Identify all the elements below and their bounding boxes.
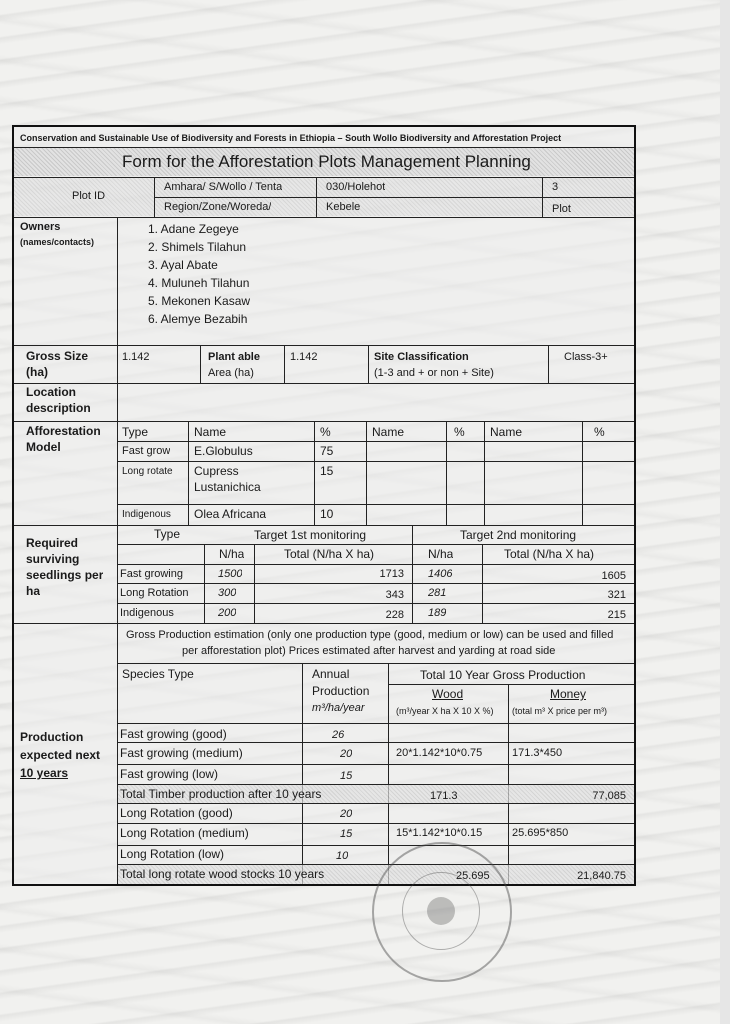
site-class-value: Class-3+ [564, 351, 608, 363]
model-type-long: Long rotate [122, 466, 173, 477]
seedlings-t1-indigenous: 228 [385, 609, 404, 621]
afforestation-model-label: Afforestation [26, 425, 101, 438]
species-type-header: Species Type [122, 668, 194, 681]
model-name-header-2: Name [372, 426, 405, 439]
seedlings-t2-indigenous: 215 [607, 609, 626, 621]
prod-species-long-medium: Long Rotation (medium) [120, 827, 249, 840]
seedlings-type-indigenous: Indigenous [120, 607, 174, 619]
kebele-value: 030/Holehot [326, 181, 386, 193]
site-classification-sub: (1-3 and + or non + Site) [374, 367, 494, 379]
seedlings-n1-long: 300 [218, 587, 237, 599]
seedlings-type-header: Type [154, 528, 181, 541]
prod-wood-long-medium: 15*1.142*10*0.15 [396, 827, 483, 839]
owners-sublabel: (names/contacts) [20, 237, 95, 247]
gross-size-label: Gross Size [26, 350, 89, 363]
prod-annual-long-low: 10 [336, 850, 349, 862]
nha-header-1: N/ha [219, 548, 245, 561]
target-1-header: Target 1st monitoring [254, 529, 367, 542]
wood-header: Wood [432, 688, 464, 701]
prod-money-long-medium: 25.695*850 [512, 827, 569, 839]
annual-header-3: m³/ha/year [312, 702, 365, 714]
seedlings-label-2: surviving [26, 553, 80, 566]
seedlings-n2-fast: 1406 [428, 568, 453, 580]
prod-annual-fast-good: 26 [332, 729, 345, 741]
money-subheader: (total m³ X price per m³) [512, 706, 608, 716]
kebele-label: Kebele [326, 201, 361, 213]
seedlings-t2-fast: 1605 [601, 570, 626, 582]
owner-4: 4. Muluneh Tilahun [148, 276, 250, 290]
annual-header-1: Annual [312, 668, 350, 681]
seedlings-t1-long: 343 [385, 589, 404, 601]
model-name-header: Name [194, 426, 227, 439]
seedlings-t2-long: 321 [607, 589, 626, 601]
model-name-indigenous: Olea Africana [194, 508, 267, 521]
money-header: Money [550, 688, 587, 701]
total-10-year-header: Total 10 Year Gross Production [420, 669, 586, 682]
model-name-long-2: Lustanichica [194, 481, 261, 494]
production-label-2: expected next [20, 749, 101, 762]
gross-size-value: 1.142 [122, 351, 150, 363]
prod-wood-fast-medium: 20*1.142*10*0.75 [396, 747, 483, 759]
production-note-2: per afforestation plot) Prices estimated after harvest and yarding at road side [182, 645, 556, 657]
production-note-1: Gross Production estimation (only one production type (good, medium or low) can be used and filled [126, 629, 614, 641]
seedlings-label-4: ha [26, 585, 41, 598]
region-value: Amhara/ S/Wollo / Tenta [164, 181, 283, 193]
owner-1: 1. Adane Zegeye [148, 222, 239, 236]
prod-annual-long-good: 20 [340, 808, 353, 820]
prod-species-long-low: Long Rotation (low) [120, 848, 225, 861]
plantable-area-value: 1.142 [290, 351, 318, 363]
model-pct-header-3: % [594, 426, 605, 439]
wood-subheader: (m³/year X ha X 10 X %) [396, 706, 494, 716]
model-type-header: Type [122, 426, 149, 439]
prod-species-long-good: Long Rotation (good) [120, 807, 233, 820]
prod-total-timber-label: Total Timber production after 10 years [120, 788, 322, 801]
page-edge-shadow [720, 0, 730, 1024]
model-type-fast: Fast grow [122, 445, 171, 457]
prod-species-fast-low: Fast growing (low) [120, 768, 219, 781]
seedlings-type-long: Long Rotation [120, 587, 189, 599]
model-name-long: Cupress [194, 465, 239, 478]
gross-size-unit: (ha) [26, 366, 48, 379]
prod-total-long-money: 21,840.75 [577, 870, 626, 882]
prod-annual-fast-medium: 20 [340, 748, 353, 760]
seedlings-n2-indigenous: 189 [428, 607, 447, 619]
prod-annual-fast-low: 15 [340, 770, 353, 782]
plot-number: 3 [552, 181, 559, 193]
owner-3: 3. Ayal Abate [148, 258, 218, 272]
owner-5: 5. Mekonen Kasaw [148, 294, 251, 308]
prod-total-timber-money: 77,085 [592, 790, 626, 802]
seedlings-type-fast: Fast growing [120, 568, 183, 580]
target-2-header: Target 2nd monitoring [460, 529, 577, 542]
location-label: Location [26, 386, 76, 399]
model-pct-fast: 75 [320, 445, 334, 458]
form-title: Form for the Afforestation Plots Management Planning [122, 152, 531, 171]
seedlings-label-1: Required [26, 537, 79, 550]
prod-money-fast-medium: 171.3*450 [512, 747, 563, 759]
total-header-1: Total (N/ha X ha) [284, 548, 375, 561]
prod-total-long-wood: 25.695 [456, 870, 490, 882]
prod-total-long-label: Total long rotate wood stocks 10 years [120, 868, 325, 881]
site-classification-label: Site Classification [374, 351, 469, 363]
production-label-1: Production [20, 731, 84, 744]
prod-species-fast-medium: Fast growing (medium) [120, 747, 243, 760]
model-type-indigenous: Indigenous [122, 509, 171, 520]
annual-header-2: Production [312, 685, 370, 698]
plot-id-label: Plot ID [72, 190, 106, 202]
prod-species-fast-good: Fast growing (good) [120, 728, 227, 741]
prod-annual-long-medium: 15 [340, 828, 353, 840]
model-name-fast: E.Globulus [194, 445, 253, 458]
production-label-3: 10 years [20, 767, 69, 780]
plantable-area-label: Plant able [208, 351, 260, 363]
afforestation-form [12, 125, 636, 886]
region-label: Region/Zone/Woreda/ [164, 201, 272, 213]
model-pct-header-2: % [454, 426, 465, 439]
seedlings-n2-long: 281 [428, 587, 447, 599]
seedlings-label-3: seedlings per [26, 569, 104, 582]
seedlings-n1-indigenous: 200 [218, 607, 237, 619]
seedlings-t1-fast: 1713 [379, 568, 404, 580]
model-name-header-3: Name [490, 426, 523, 439]
prod-total-timber-wood: 171.3 [430, 790, 458, 802]
model-pct-header: % [320, 426, 331, 439]
official-stamp [372, 842, 512, 982]
model-pct-long: 15 [320, 465, 334, 478]
owner-6: 6. Alemye Bezabih [148, 312, 248, 326]
afforestation-model-label-2: Model [26, 441, 61, 454]
project-header: Conservation and Sustainable Use of Biodiversity and Forests in Ethiopia – South Wollo Biodiversity and Afforestation Project [20, 133, 562, 143]
plantable-area-unit: Area (ha) [208, 367, 254, 379]
owner-2: 2. Shimels Tilahun [148, 240, 247, 254]
model-pct-indigenous: 10 [320, 508, 334, 521]
location-label-2: description [26, 402, 91, 415]
owners-label: Owners [20, 221, 61, 233]
nha-header-2: N/ha [428, 548, 454, 561]
seedlings-n1-fast: 1500 [218, 568, 243, 580]
total-header-2: Total (N/ha X ha) [504, 548, 595, 561]
plot-label: Plot [552, 203, 571, 215]
